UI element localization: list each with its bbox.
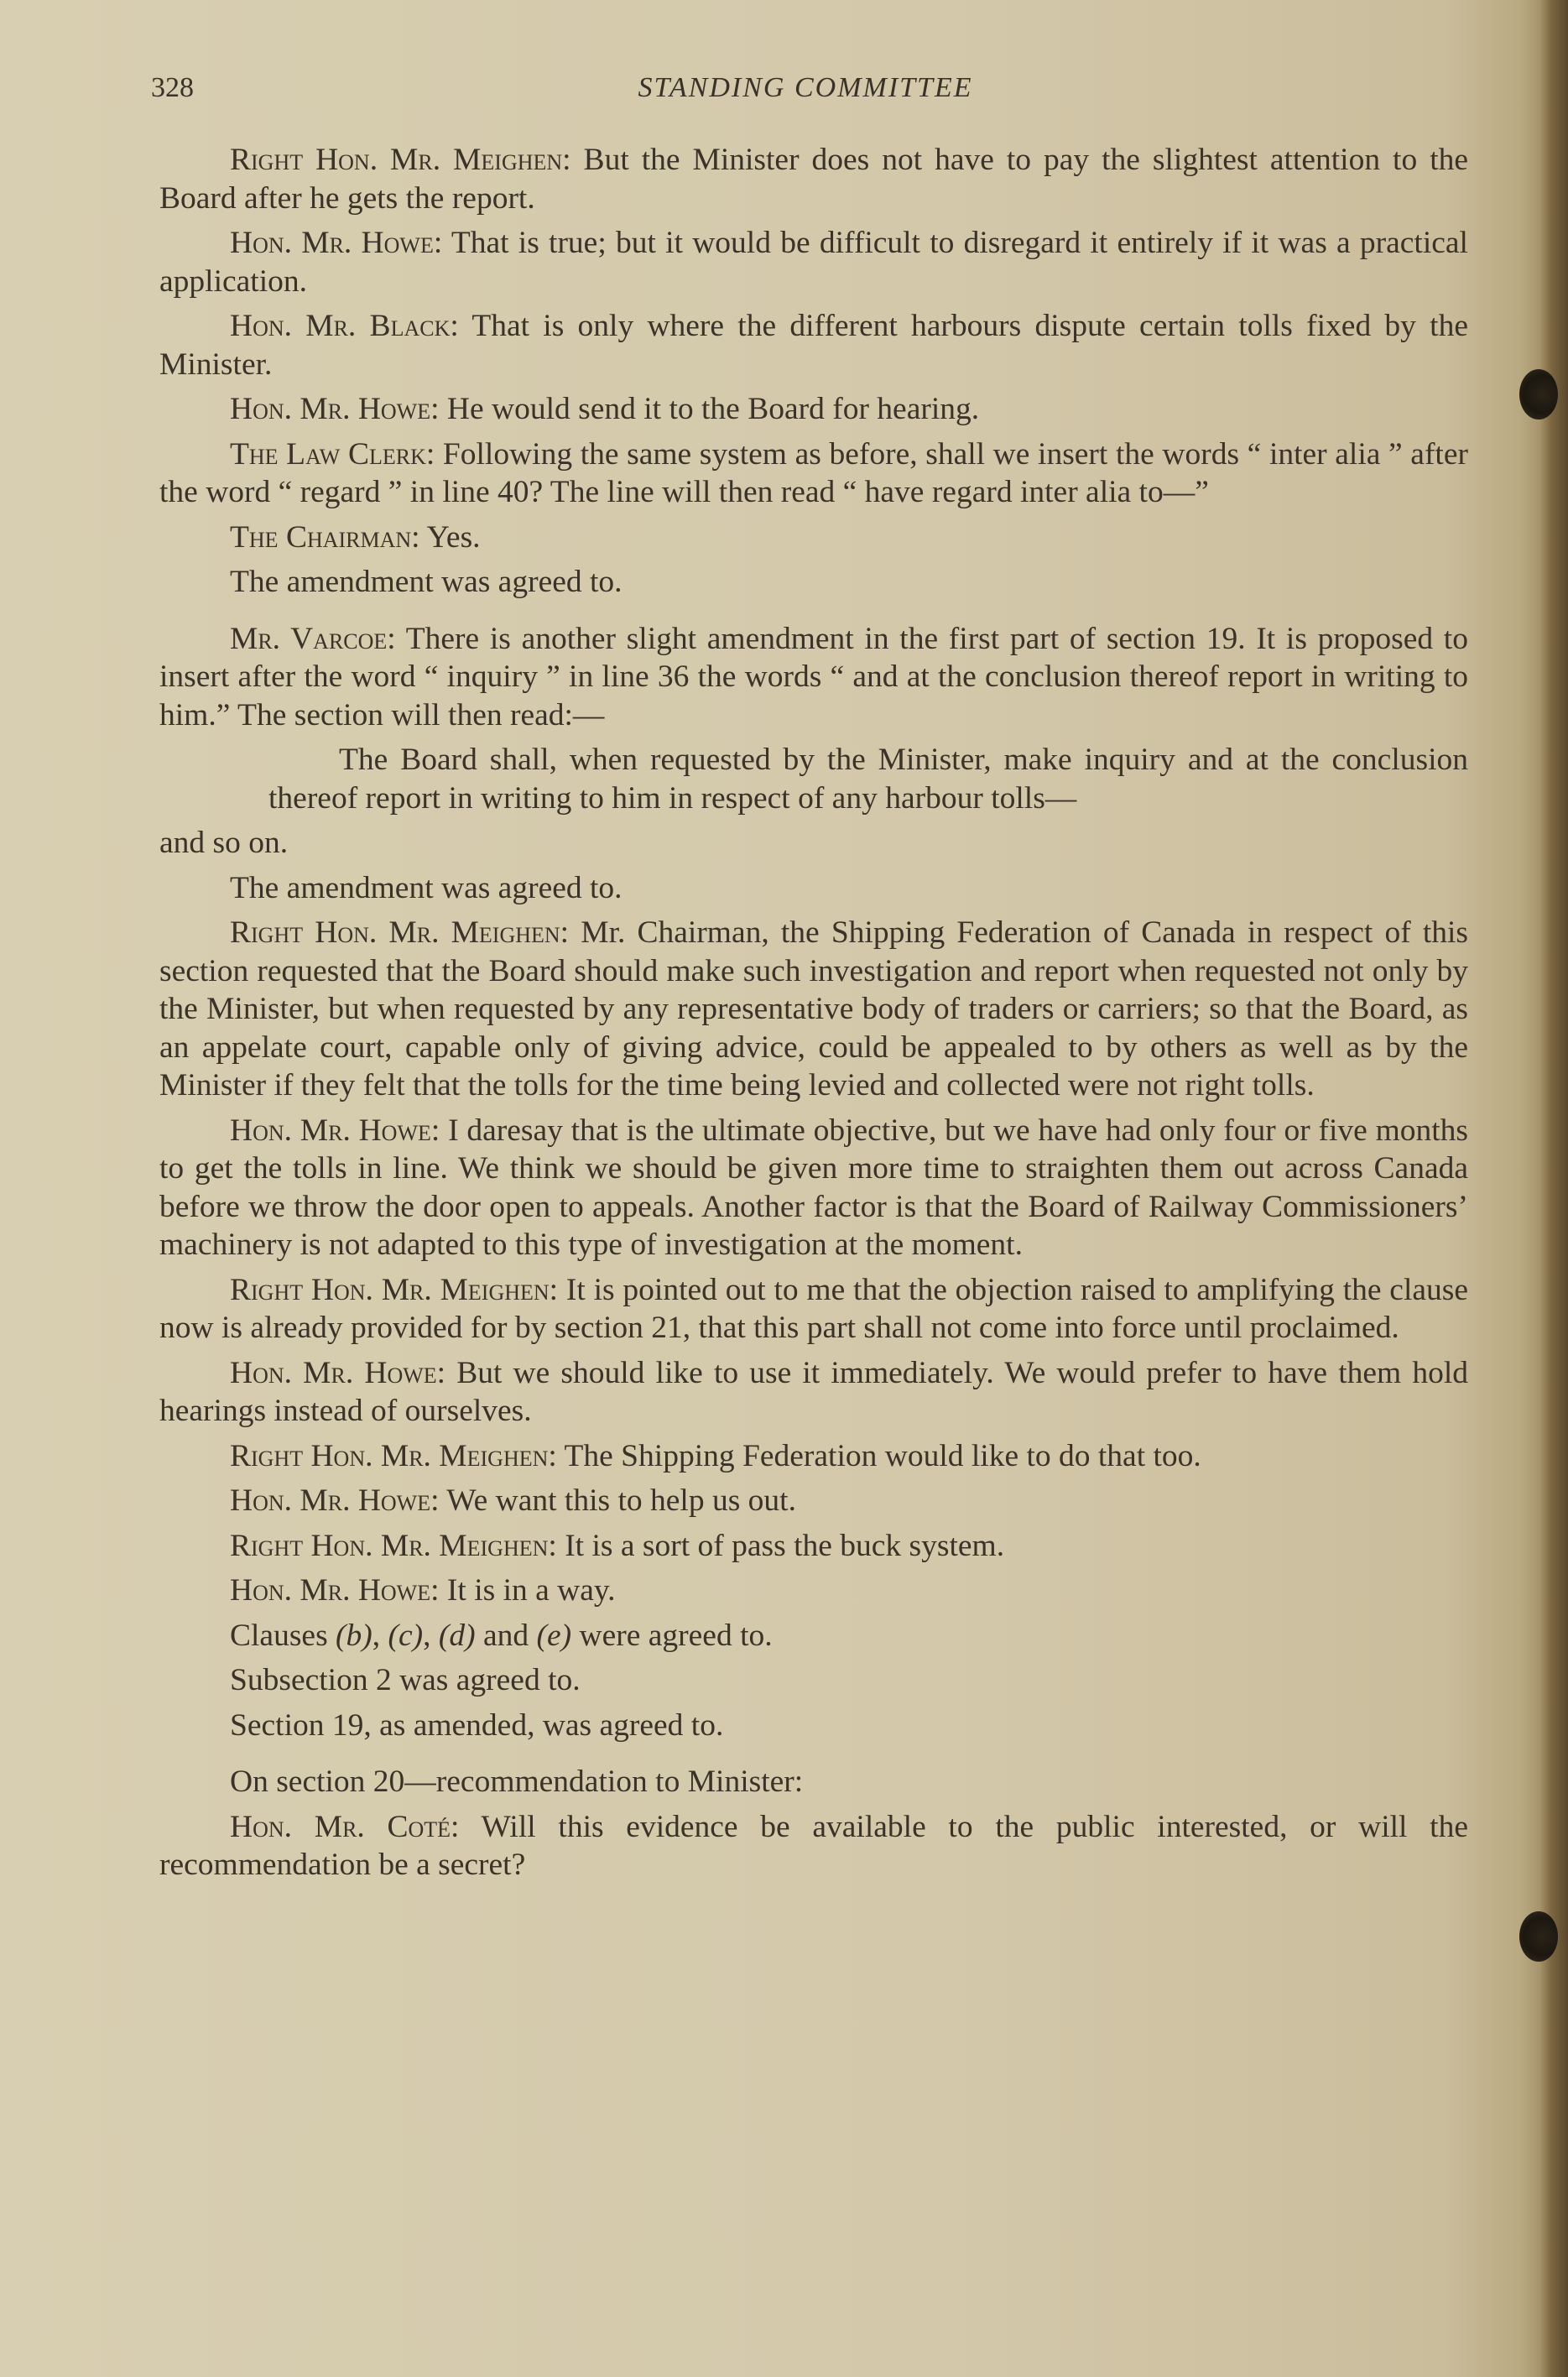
clause-text: Clauses: [230, 1618, 336, 1653]
clause-ref: (d): [438, 1618, 476, 1653]
paragraph: [159, 390, 1468, 429]
paragraph-text: But the Minister does not have to pay the slightest attention to the Board after he gets the report.: [159, 143, 1469, 216]
speaker: Right Hon. Mr. Meighen:: [230, 915, 570, 950]
paragraph: [159, 914, 1468, 1105]
paragraph: [159, 224, 1468, 300]
speaker: Hon. Mr. Black:: [230, 309, 459, 343]
paragraph: [159, 307, 1468, 383]
speaker: Hon. Mr. Howe:: [230, 226, 443, 260]
paragraph: On section 20—recommendation to Minister:: [230, 1765, 804, 1799]
quoted-section: The Board shall, when requested by the Minister, make inquiry and at the conclusion thereof report in writing to him in respect of any harbour tolls—: [268, 743, 1468, 816]
paragraph-text: Will this evidence be available to the public interested, or will the recommendation be a secret?: [159, 1809, 1468, 1882]
paragraph: [159, 141, 1468, 217]
paragraph: Subsection 2 was agreed to.: [230, 1663, 581, 1697]
paragraph: [159, 1808, 1468, 1884]
paragraph: [159, 435, 1468, 512]
paragraph-text: It is in a way.: [439, 1573, 616, 1608]
clause-ref: (b): [336, 1618, 372, 1653]
clause-ref: (c): [388, 1618, 424, 1653]
paragraph-text: It is a sort of pass the buck system.: [556, 1528, 1005, 1563]
paragraph-text: The Shipping Federation would like to do that too.: [556, 1438, 1201, 1473]
clause-text: were agreed to.: [571, 1618, 773, 1653]
page-header: [151, 72, 1460, 114]
paragraph: The amendment was agreed to.: [230, 870, 623, 905]
speaker: Hon. Mr. Howe:: [230, 1355, 446, 1390]
speaker: The Chairman:: [230, 519, 420, 555]
paragraph-text: Yes.: [419, 519, 481, 555]
paragraph: The amendment was agreed to.: [230, 565, 623, 599]
speaker: Hon. Mr. Howe:: [230, 1113, 440, 1148]
speaker: Hon. Mr. Howe:: [230, 1483, 440, 1518]
speaker: Right Hon. Mr. Meighen:: [230, 143, 571, 177]
paragraph-text: That is true; but it would be difficult to disregard it entirely if it was a practical application.: [159, 226, 1468, 299]
paragraph-text: Following the same system as before, shall we insert the words “ inter alia ” after the word “ regard ” in line 40? The line will then read “ have regard inter alia to—”: [159, 436, 1468, 509]
paragraph: and so on.: [159, 826, 289, 860]
speaker: Hon. Mr. Coté:: [230, 1809, 460, 1844]
page-body: [159, 141, 1468, 1891]
paragraph-text: I daresay that is the ultimate objective, but we have had only four or five months to get the tolls in line. We think we should be given more time to straighten them out across Canada before we throw the door open to appeals. Another factor is that the Board of Railway Commissioners’ machinery is not adapted to this type of investigation at the moment.: [159, 1113, 1468, 1262]
speaker: Mr. Varcoe:: [230, 621, 396, 656]
paragraph: [159, 1617, 1468, 1655]
paragraph-text: That is only where the different harbours dispute certain tolls fixed by the Minister.: [159, 309, 1468, 382]
page-number: 328: [151, 72, 194, 103]
speaker: Right Hon. Mr. Meighen:: [230, 1438, 557, 1473]
clause-text: and: [475, 1618, 537, 1653]
paragraph: Section 19, as amended, was agreed to.: [230, 1707, 724, 1743]
binding-hole: [1519, 369, 1558, 420]
paragraph-text: There is another slight amendment in the first part of section 19. It is proposed to insert after the word “ inquiry ” in line 36 the words “ and at the conclusion thereof report in writing to him.” The section will then read:—: [159, 621, 1468, 732]
paragraph: [159, 519, 1468, 557]
paragraph: [159, 1271, 1468, 1347]
speaker: Hon. Mr. Howe:: [230, 392, 440, 426]
paragraph: [159, 1437, 1468, 1476]
clause-text: ,: [423, 1618, 439, 1653]
speaker: Right Hon. Mr. Meighen:: [230, 1528, 557, 1563]
paragraph-text: It is pointed out to me that the objection raised to amplifying the clause now is already provided for by section 21, that this part shall not come into force until proclaimed.: [159, 1272, 1469, 1345]
clause-text: ,: [372, 1618, 388, 1653]
paragraph-text: Mr. Chairman, the Shipping Federation of Canada in respect of this section requested that the Board should make such investigation and report when requested not only by the Minister, but when requested by any representative body of traders or carriers; so that the Board, as an appelate court, capable only of giving advice, could be appealed to by others as well as by the Minister if they felt that the tolls for the time being levied and collected were not right tolls.: [159, 915, 1469, 1102]
paragraph: [159, 1354, 1468, 1431]
speaker: Right Hon. Mr. Meighen:: [230, 1272, 559, 1307]
paragraph: [159, 1527, 1468, 1566]
clause-ref: (e): [536, 1618, 572, 1653]
paragraph-text: But we should like to use it immediately. We would prefer to have them hold hearings instead of ourselves.: [159, 1355, 1468, 1428]
paragraph-text: We want this to help us out.: [439, 1483, 796, 1518]
paragraph: [159, 620, 1468, 735]
book-spine: [1539, 0, 1568, 2377]
binding-hole: [1519, 1911, 1558, 1962]
speaker: The Law Clerk:: [230, 436, 435, 472]
running-title: STANDING COMMITTEE: [638, 72, 973, 103]
paragraph-text: He would send it to the Board for hearing.: [439, 392, 980, 426]
speaker: Hon. Mr. Howe:: [230, 1573, 440, 1608]
paragraph: [159, 1482, 1468, 1520]
paragraph: [159, 1572, 1468, 1610]
paragraph: [159, 1112, 1468, 1264]
